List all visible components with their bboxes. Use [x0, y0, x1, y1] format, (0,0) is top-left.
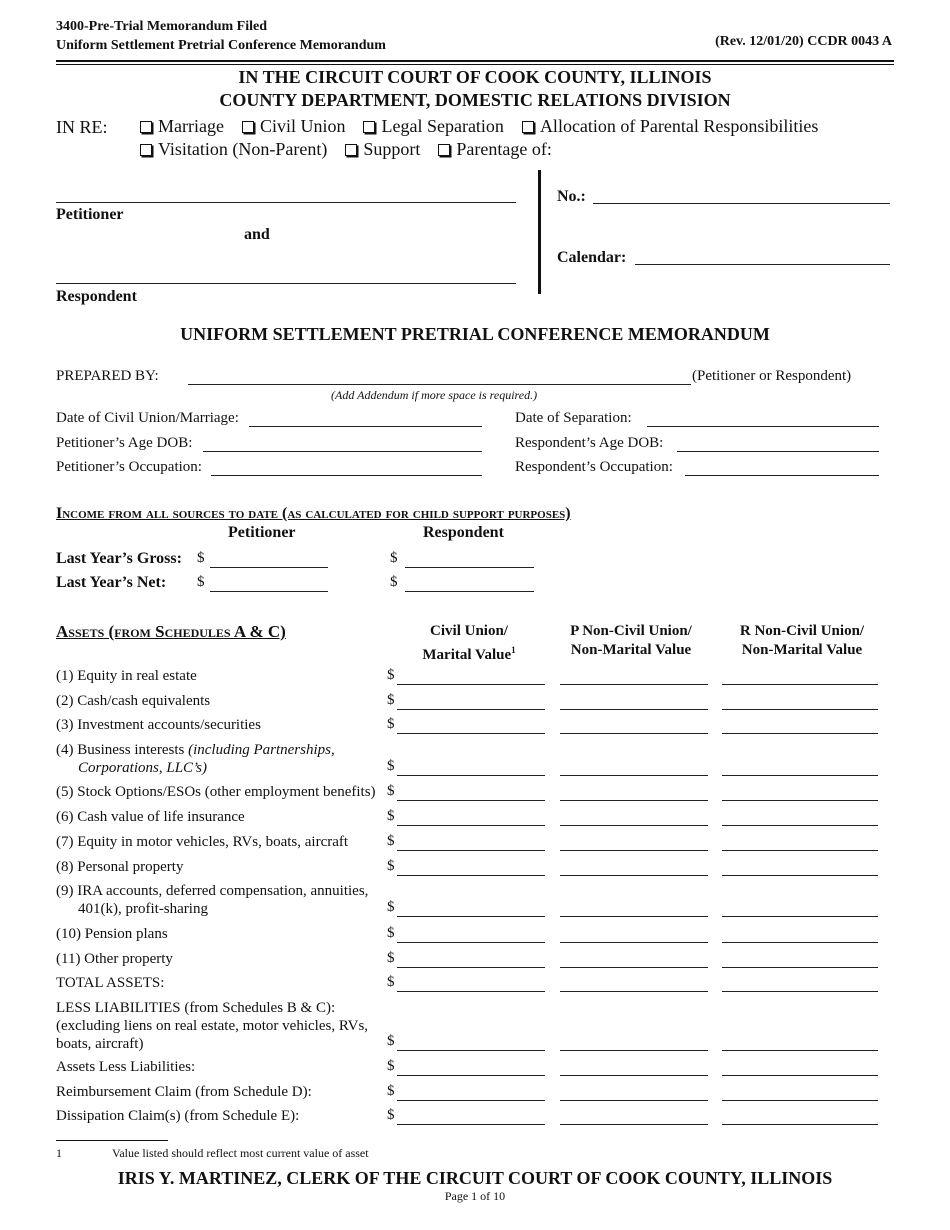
checkbox[interactable] — [140, 144, 152, 156]
petitioner-occupation-label: Petitioner’s Occupation: — [56, 459, 202, 475]
currency-symbol: $ — [387, 833, 395, 849]
respondent-occupation-label: Respondent’s Occupation: — [515, 459, 673, 475]
form-title: UNIFORM SETTLEMENT PRETRIAL CONFERENCE MEMORANDUM — [180, 324, 770, 344]
p-nonmarital-value-field[interactable] — [560, 875, 708, 876]
column-header-r-nonmarital: R Non-Civil Union/ Non-Marital Value — [739, 623, 865, 658]
r-nonmarital-value-field[interactable] — [722, 967, 878, 968]
currency-symbol: $ — [387, 899, 395, 915]
page-number: Page 1 of 10 — [444, 1189, 506, 1203]
asset-row-label: Assets Less Liabilities: — [56, 1059, 196, 1075]
currency-symbol: $ — [387, 1083, 395, 1099]
p-nonmarital-value-field[interactable] — [560, 800, 708, 801]
marital-value-field[interactable] — [397, 709, 545, 710]
column-header-marital: Civil Union/ Marital Value$^1$ — [422, 623, 516, 663]
marital-value-field[interactable] — [397, 825, 545, 826]
checkbox[interactable] — [140, 121, 152, 133]
respondent-gross-field[interactable] — [405, 567, 534, 568]
respondent-label: Respondent — [56, 288, 137, 305]
r-nonmarital-value-field[interactable] — [722, 875, 878, 876]
in-re-label: IN RE: — [56, 117, 108, 137]
r-nonmarital-value-field[interactable] — [722, 1075, 878, 1076]
petitioner-dob-field[interactable] — [203, 451, 482, 452]
asset-row-label: (8) Personal property — [56, 859, 184, 875]
r-nonmarital-value-field[interactable] — [722, 942, 878, 943]
petitioner-net-field[interactable] — [210, 591, 328, 592]
p-nonmarital-value-field[interactable] — [560, 709, 708, 710]
checkbox[interactable] — [242, 121, 254, 133]
marital-value-field[interactable] — [397, 1100, 545, 1101]
currency-symbol: $ — [387, 758, 395, 774]
p-nonmarital-value-field[interactable] — [560, 733, 708, 734]
asset-row-label: LESS LIABILITIES (from Schedules B & C): (excluding liens on real estate, motor vehicles, RVs, boats, aircraft) — [56, 1000, 369, 1052]
currency-symbol: $ — [387, 1058, 395, 1074]
in-re-row1 — [140, 116, 832, 137]
clerk-footer: IRIS Y. MARTINEZ, CLERK OF THE CIRCUIT COURT OF COOK COUNTY, ILLINOIS — [117, 1168, 833, 1188]
addendum-note: (Add Addendum if more space is required.) — [331, 388, 538, 402]
asset-row-label: Dissipation Claim(s) (from Schedule E): — [56, 1108, 300, 1124]
p-nonmarital-value-field[interactable] — [560, 942, 708, 943]
r-nonmarital-value-field[interactable] — [722, 1050, 878, 1051]
currency-symbol: $ — [387, 808, 395, 824]
currency-symbol: $ — [387, 1107, 395, 1123]
currency-symbol: $ — [390, 574, 398, 590]
case-number-field[interactable] — [593, 203, 890, 204]
asset-row-label: (2) Cash/cash equivalents — [56, 693, 211, 709]
income-heading: Income from all sources to date (as calculated for child support purposes) — [56, 505, 571, 522]
footnote-text: Value listed should reflect most current value of asset — [112, 1146, 369, 1160]
r-nonmarital-value-field[interactable] — [722, 850, 878, 851]
income-col-respondent: Respondent — [423, 524, 504, 541]
asset-row-label: (5) Stock Options/ESOs (other employment benefits) — [56, 784, 376, 800]
currency-symbol: $ — [387, 858, 395, 874]
p-nonmarital-value-field[interactable] — [560, 684, 708, 685]
currency-symbol: $ — [387, 667, 395, 683]
p-nonmarital-value-field[interactable] — [560, 1100, 708, 1101]
marital-value-field[interactable] — [397, 916, 545, 917]
gross-label: Last Year’s Gross: — [56, 550, 182, 567]
prepared-by-label: PREPARED BY: — [56, 368, 159, 384]
asset-row-label: Reimbursement Claim (from Schedule D): — [56, 1084, 312, 1100]
p-nonmarital-value-field[interactable] — [560, 967, 708, 968]
marital-value-field[interactable] — [397, 942, 545, 943]
currency-symbol: $ — [197, 550, 205, 566]
r-nonmarital-value-field[interactable] — [722, 1100, 878, 1101]
asset-row-label: (7) Equity in motor vehicles, RVs, boats, aircraft — [56, 834, 349, 850]
marital-value-field[interactable] — [397, 684, 545, 685]
option-support[interactable]: Support — [345, 139, 420, 159]
currency-symbol: $ — [387, 1033, 395, 1049]
option-civil-union[interactable]: Civil Union — [242, 116, 346, 136]
date-separation-field[interactable] — [647, 426, 879, 427]
case-number-label: No.: — [557, 188, 586, 205]
r-nonmarital-value-field[interactable] — [722, 733, 878, 734]
revision-code: (Rev. 12/01/20) CCDR 0043 A — [715, 34, 892, 49]
option-parental-responsibilities[interactable]: Allocation of Parental Responsibilities — [522, 116, 818, 136]
currency-symbol: $ — [387, 716, 395, 732]
option-legal-separation[interactable]: Legal Separation — [363, 116, 503, 136]
respondent-name-line[interactable] — [56, 283, 516, 284]
court-division: COUNTY DEPARTMENT, DOMESTIC RELATIONS DIVISION — [219, 90, 731, 110]
column-header-p-nonmarital: P Non-Civil Union/ Non-Marital Value — [570, 623, 692, 658]
currency-symbol: $ — [387, 950, 395, 966]
p-nonmarital-value-field[interactable] — [560, 1050, 708, 1051]
r-nonmarital-value-field[interactable] — [722, 825, 878, 826]
currency-symbol: $ — [387, 692, 395, 708]
asset-row-label: (10) Pension plans — [56, 926, 168, 942]
respondent-net-field[interactable] — [405, 591, 534, 592]
option-visitation[interactable]: Visitation (Non-Parent) — [140, 139, 327, 159]
prepared-by-field[interactable] — [188, 384, 691, 385]
currency-symbol: $ — [387, 925, 395, 941]
footnote-number: 1 — [56, 1146, 62, 1160]
r-nonmarital-value-field[interactable] — [722, 991, 878, 992]
calendar-label: Calendar: — [557, 249, 627, 266]
p-nonmarital-value-field[interactable] — [560, 1075, 708, 1076]
net-label: Last Year’s Net: — [56, 574, 167, 591]
petitioner-label: Petitioner — [56, 206, 124, 223]
marital-value-field[interactable] — [397, 775, 545, 776]
r-nonmarital-value-field[interactable] — [722, 709, 878, 710]
marital-value-field[interactable] — [397, 1075, 545, 1076]
p-nonmarital-value-field[interactable] — [560, 1124, 708, 1125]
asset-row-label: TOTAL ASSETS: — [56, 975, 165, 991]
checkbox[interactable] — [363, 121, 375, 133]
r-nonmarital-value-field[interactable] — [722, 800, 878, 801]
caption-divider — [538, 170, 541, 294]
prepared-by-suffix: (Petitioner or Respondent) — [692, 368, 852, 384]
asset-row-label: (1) Equity in real estate — [56, 668, 197, 684]
marital-value-field[interactable] — [397, 991, 545, 992]
in-re-row2 — [140, 139, 566, 160]
date-marriage-field[interactable] — [249, 426, 482, 427]
marital-value-field[interactable] — [397, 850, 545, 851]
currency-symbol: $ — [197, 574, 205, 590]
form-number: 3400-Pre-Trial Memorandum Filed — [56, 19, 267, 34]
option-marriage[interactable]: Marriage — [140, 116, 224, 136]
respondent-dob-label: Respondent’s Age DOB: — [515, 435, 664, 451]
option-parentage[interactable]: Parentage of: — [438, 139, 551, 159]
r-nonmarital-value-field[interactable] — [722, 1124, 878, 1125]
marital-value-field[interactable] — [397, 967, 545, 968]
marital-value-field[interactable] — [397, 733, 545, 734]
petitioner-occupation-field[interactable] — [211, 475, 482, 476]
asset-row-label: (11) Other property — [56, 951, 173, 967]
p-nonmarital-value-field[interactable] — [560, 850, 708, 851]
income-col-petitioner: Petitioner — [228, 524, 296, 541]
respondent-occupation-field[interactable] — [685, 475, 879, 476]
p-nonmarital-value-field[interactable] — [560, 775, 708, 776]
header-rule-thin — [56, 64, 894, 65]
p-nonmarital-value-field[interactable] — [560, 916, 708, 917]
respondent-dob-field[interactable] — [677, 451, 879, 452]
and-label: and — [244, 226, 270, 243]
r-nonmarital-value-field[interactable] — [722, 775, 878, 776]
asset-row-label: (3) Investment accounts/securities — [56, 717, 261, 733]
checkbox[interactable] — [438, 144, 450, 156]
date-separation-label: Date of Separation: — [515, 410, 632, 426]
court-title: IN THE CIRCUIT COURT OF COOK COUNTY, ILLINOIS — [238, 67, 712, 87]
currency-symbol: $ — [387, 974, 395, 990]
p-nonmarital-value-field[interactable] — [560, 825, 708, 826]
currency-symbol: $ — [387, 783, 395, 799]
asset-row-label: (9) IRA accounts, deferred compensation, annuities, 401(k), profit-sharing — [56, 883, 369, 917]
calendar-field[interactable] — [635, 264, 890, 265]
header-rule-thick — [56, 60, 894, 62]
petitioner-dob-label: Petitioner’s Age DOB: — [56, 435, 193, 451]
r-nonmarital-value-field[interactable] — [722, 916, 878, 917]
date-marriage-label: Date of Civil Union/Marriage: — [56, 410, 239, 426]
footnote-rule — [56, 1140, 168, 1141]
marital-value-field[interactable] — [397, 875, 545, 876]
petitioner-name-line[interactable] — [56, 202, 516, 203]
form-subtitle: Uniform Settlement Pretrial Conference Memorandum — [56, 38, 386, 53]
asset-row-label: (4) Business interests (including Partnerships, Corporations, LLC’s) — [56, 742, 335, 776]
checkbox[interactable] — [345, 144, 357, 156]
assets-heading: Assets (from Schedules A & C) — [56, 622, 286, 641]
petitioner-gross-field[interactable] — [210, 567, 328, 568]
p-nonmarital-value-field[interactable] — [560, 991, 708, 992]
checkbox[interactable] — [522, 121, 534, 133]
asset-row-label: (6) Cash value of life insurance — [56, 809, 245, 825]
marital-value-field[interactable] — [397, 1050, 545, 1051]
marital-value-field[interactable] — [397, 800, 545, 801]
marital-value-field[interactable] — [397, 1124, 545, 1125]
currency-symbol: $ — [390, 550, 398, 566]
r-nonmarital-value-field[interactable] — [722, 684, 878, 685]
